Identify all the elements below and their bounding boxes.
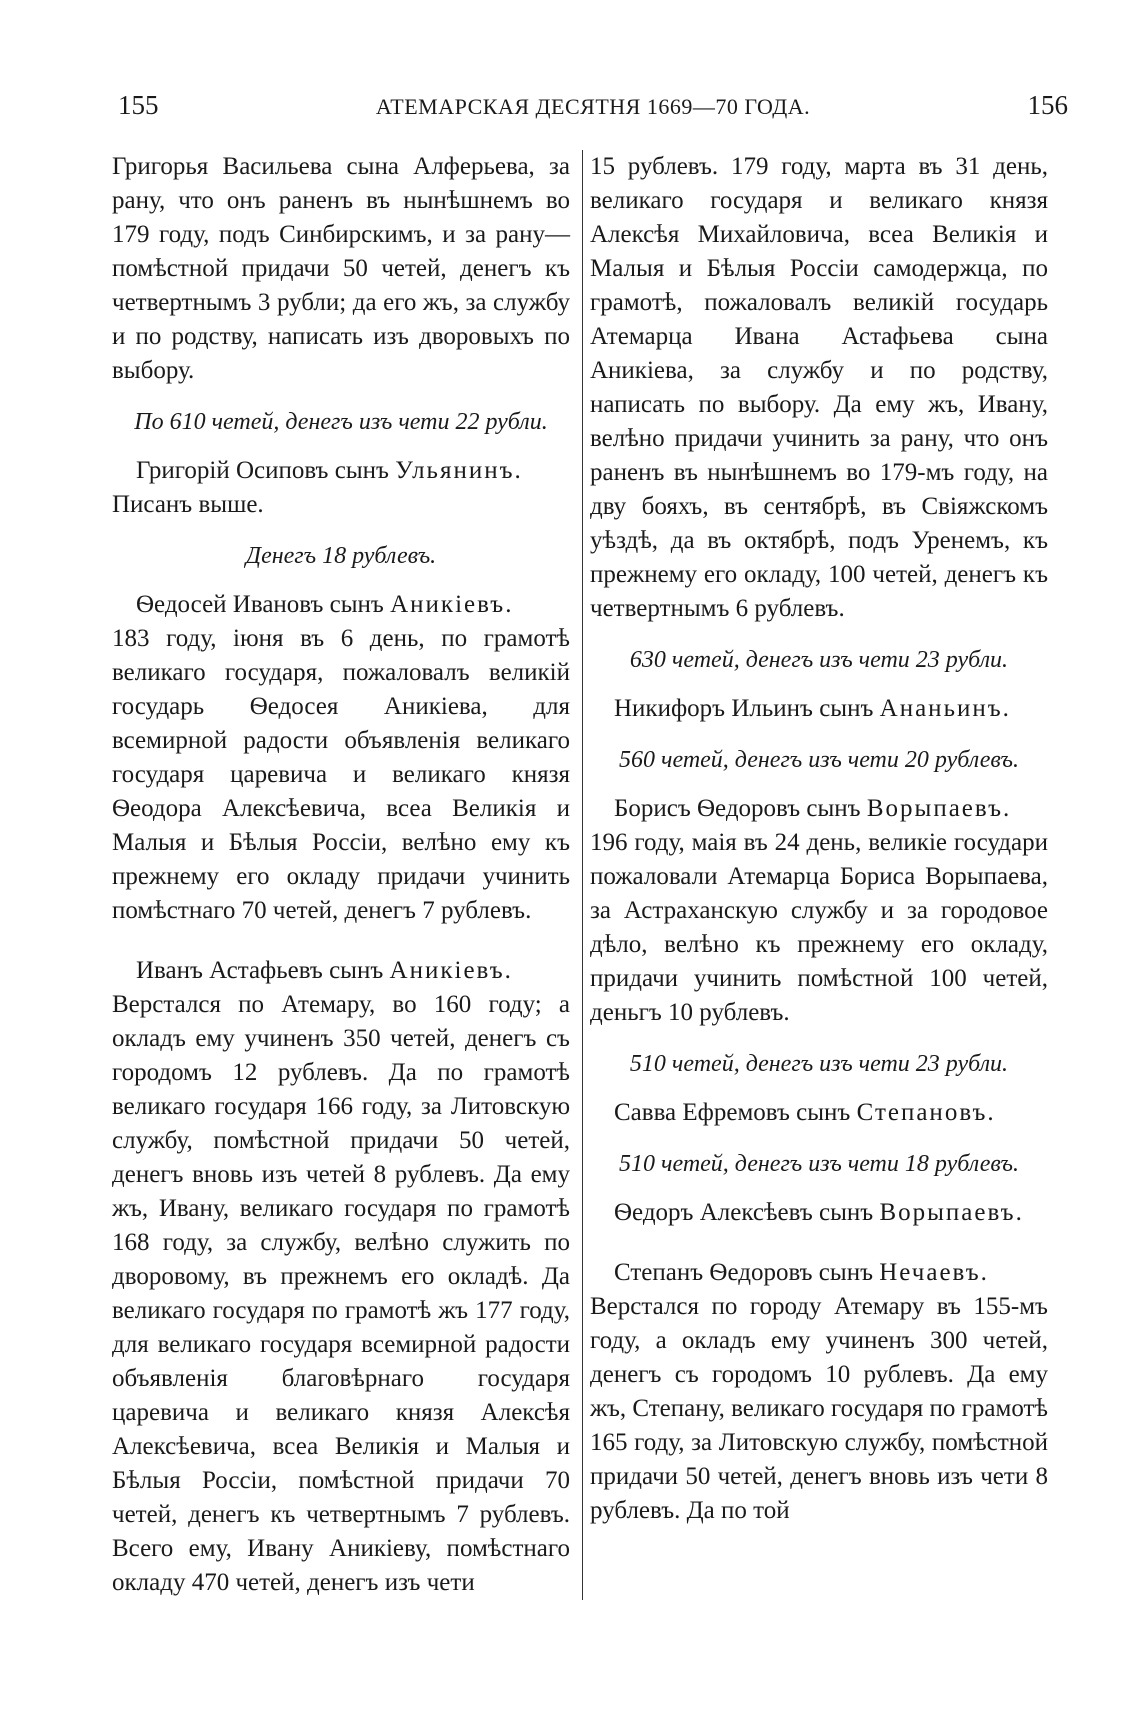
paragraph-stepan: Верстался по городу Атемару въ 155-мъ году, а окладъ ему учиненъ 300 четей, денегъ съ городомъ 10 рублевъ. Да ему жъ, Степану, великаго государя по грамотѣ 165 году, за Литовскую службу, помѣстной придачи 50 четей, денегъ вновь изъ чети 8 рублевъ. Да по той: [590, 1293, 1048, 1524]
entry-name: [590, 1196, 1048, 1230]
entry-note: Писанъ выше.: [112, 491, 264, 518]
section-heading: 630 четей, денегъ изъ чети 23 рубли.: [629, 647, 1009, 673]
section-heading: 560 четей, денегъ изъ чети 20 рублевъ.: [619, 747, 1019, 773]
paragraph-ivan: Верстался по Атемару, во 160 году; а окладъ ему учиненъ 350 четей, денегъ съ городомъ 12 рублевъ. Да по грамотѣ великаго государя 166 году, за Литовскую службу, помѣстной придачи 50 четей, денегъ вновь изъ четей 8 рублевъ. Да ему жъ, Ивану, великаго государя по грамотѣ 168 году, за службу, велѣно служить по дворовому, въ прежнемъ его окладѣ. Да великаго государя по грамотѣ жъ 177 году, для великаго государя всемирной радости объявленія благовѣрнаго государя царевича и великаго князя Алексѣя Алексѣевича, всеа Великія и Малыя и Бѣлыя Россіи, помѣстной придачи 70 четей, денегъ къ четвертнымъ 7 рублевъ. Всего ему, Ивану Аникіеву, помѣстнаго окладу 470 четей, денегъ изъ чети: [112, 991, 570, 1596]
running-title: АТЕМАРСКАЯ ДЕСЯТНЯ 1669—70 ГОДА.: [375, 94, 811, 119]
entry-given-name: Степанъ Ѳедоровъ сынъ: [614, 1259, 873, 1286]
left-column: [112, 150, 570, 1600]
entry-given-name: Никифоръ Ильинъ сынъ: [614, 695, 874, 722]
paragraph-fedosei: 183 году, іюня въ 6 день, по грамотѣ великаго государя, пожаловалъ великій государь Ѳедосея Аникіева, для всемирной радости объявленія великаго государя царевича и великаго князя Ѳеодора Алексѣевича, всеа Великія и Малыя и Бѣлыя Россіи, велѣно ему къ прежнему его окладу придачи учинить помѣстнаго 70 четей, денегъ 7 рублевъ.: [112, 625, 570, 924]
entry-surname: Аникіевъ.: [389, 957, 513, 984]
paragraph-boris: 196 году, маія въ 24 день, великіе государи пожаловали Атемарца Бориса Ворыпаева, за Астраханскую службу и за городовое дѣло, велѣно къ прежнему его окладу, придачи учинить помѣстной 100 четей, деньгъ 10 рублевъ.: [590, 829, 1048, 1026]
entry-given-name: Иванъ Астафьевъ сынъ: [136, 957, 384, 984]
entry-surname: Степановъ.: [856, 1099, 996, 1126]
entry-given-name: Ѳедосей Ивановъ сынъ: [136, 591, 384, 618]
paragraph-alferiev: Григорья Васильева сына Алферьева, за рану, что онъ раненъ въ нынѣшнемъ во 179 году, подъ Синбирскимъ, и за рану—помѣстной придачи 50 четей, денегъ къ четвертнымъ 3 рубли; да его жъ, за службу и по родству, написать изъ дворовыхъ по выбору.: [112, 153, 570, 384]
right-column: [590, 150, 1048, 1528]
entry-name: [590, 1256, 1048, 1290]
entry-surname: Ворыпаевъ.: [866, 795, 1012, 822]
entry-given-name: Борисъ Ѳедоровъ сынъ: [614, 795, 861, 822]
entry-surname: Ананьинъ.: [879, 695, 1011, 722]
page-number-left: 155: [118, 90, 159, 120]
entry-name: [590, 1096, 1048, 1130]
entry-name: [112, 454, 570, 488]
entry-given-name: Ѳедоръ Алексѣевъ сынъ: [614, 1199, 874, 1226]
section-heading: По 610 четей, денегъ изъ чети 22 рубли.: [134, 409, 548, 435]
entry-surname: Ульянинъ.: [395, 457, 523, 484]
page-header: [118, 90, 1068, 130]
section-heading: 510 четей, денегъ изъ чети 18 рублевъ.: [619, 1151, 1019, 1177]
entry-name: [590, 792, 1048, 826]
entry-given-name: Григорій Осиповъ сынъ: [136, 457, 389, 484]
entry-surname: Нечаевъ.: [879, 1259, 989, 1286]
section-heading: 510 четей, денегъ изъ чети 23 рубли.: [629, 1051, 1009, 1077]
entry-name: [112, 588, 570, 622]
paragraph-continuation: 15 рублевъ. 179 году, марта въ 31 день, великаго государя и великаго князя Алексѣя Михайловича, всеа Великія и Малыя и Бѣлыя Россіи самодержца, по грамотѣ, пожаловалъ великій государь Атемарца Ивана Астафьева сына Аникіева, за службу и по родству, написать по выбору. Да ему жъ, Ивану, велѣно придачи учинить за рану, что онъ раненъ въ нынѣшнемъ во 179-мъ году, на дву бояхъ, въ сентябрѣ, въ Свіяжскомъ уѣздѣ, да въ октябрѣ, подъ Уренемъ, къ прежнему его окладу, 100 четей, денегъ къ четвертнымъ 6 рублевъ.: [590, 153, 1048, 622]
entry-given-name: Савва Ефремовъ сынъ: [614, 1099, 851, 1126]
entry-name: [112, 954, 570, 988]
section-heading: Денегъ 18 рублевъ.: [245, 543, 437, 569]
column-divider: [582, 150, 583, 1600]
entry-surname: Аникіевъ.: [390, 591, 514, 618]
entry-name: [590, 692, 1048, 726]
page-number-right: 156: [1027, 90, 1068, 120]
entry-surname: Ворыпаевъ.: [879, 1199, 1024, 1226]
